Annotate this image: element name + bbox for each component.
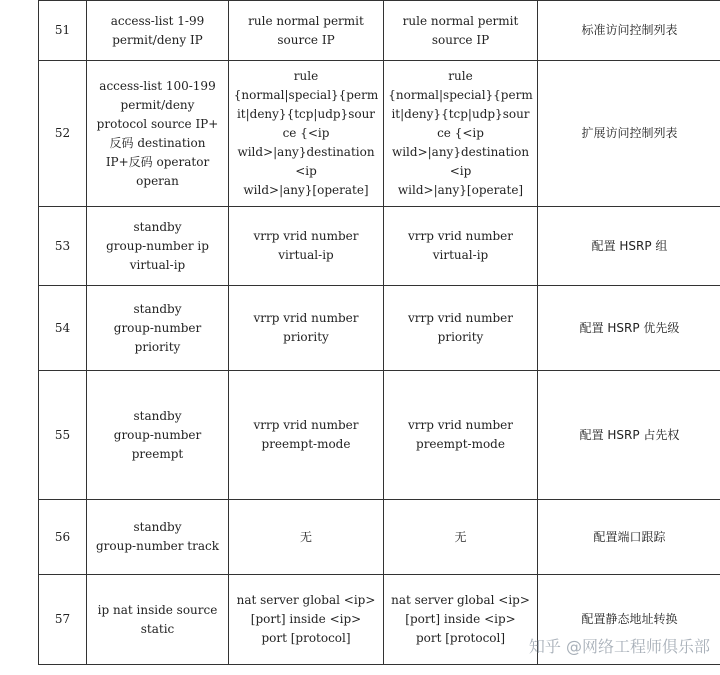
row-number: 53 — [39, 207, 87, 286]
command-line: priority — [134, 339, 181, 354]
command-line: 无 — [299, 529, 312, 544]
huawei-command — [229, 61, 384, 207]
cisco-command — [87, 1, 229, 61]
command-line: vrrp vrid number — [253, 229, 359, 243]
command-comparison-table — [38, 0, 720, 665]
command-line: protocol source IP+ — [96, 116, 219, 131]
command-line: wild>|any}destination — [237, 145, 375, 159]
cisco-command — [87, 286, 229, 371]
huawei-command — [229, 207, 384, 286]
huawei-command — [229, 371, 384, 500]
command-line: group-number — [113, 320, 202, 335]
row-number: 52 — [39, 61, 87, 207]
table-row — [39, 286, 720, 371]
command-line: rule normal permit — [402, 13, 519, 28]
huawei-command — [229, 286, 384, 371]
command-line: vrrp vrid number — [408, 311, 513, 325]
command-line: permit/deny — [120, 97, 195, 112]
command-line: priority — [283, 330, 329, 344]
command-line: wild>|any}destination — [391, 145, 530, 159]
table-row — [39, 500, 720, 575]
command-line: virtual-ip — [278, 248, 334, 262]
cisco-command — [87, 500, 229, 575]
table-row — [39, 575, 720, 665]
description: 配置 HSRP 组 — [538, 207, 720, 286]
row-number: 54 — [39, 286, 87, 371]
command-line: priority — [437, 330, 484, 344]
command-line: rule normal permit — [248, 13, 364, 28]
row-number: 55 — [39, 371, 87, 500]
command-line: vrrp vrid number — [253, 311, 359, 325]
row-number: 51 — [39, 1, 87, 61]
cisco-command — [87, 207, 229, 286]
command-line: preempt-mode — [416, 437, 505, 451]
command-line: virtual-ip — [432, 248, 489, 262]
description: 配置 HSRP 优先级 — [538, 286, 720, 371]
huawei-command — [229, 1, 384, 61]
command-line: ip nat inside source — [97, 602, 218, 617]
table-row — [39, 1, 720, 61]
command-line: static — [140, 621, 175, 636]
description: 扩展访问控制列表 — [538, 61, 720, 207]
cisco-command — [87, 575, 229, 665]
command-line: source IP — [431, 32, 490, 47]
command-line: standby — [133, 408, 182, 423]
command-line: <ip — [449, 164, 472, 178]
cisco-command — [87, 61, 229, 207]
command-line: it|deny}{tcp|udp}sour — [391, 107, 530, 121]
command-line: virtual-ip — [129, 257, 186, 272]
command-line: standby — [133, 301, 182, 316]
description: 配置端口跟踪 — [538, 500, 720, 575]
cisco-command — [87, 371, 229, 500]
command-line: port [protocol] — [261, 631, 351, 645]
command-line: access-list 100-199 — [99, 78, 216, 93]
command-line: <ip — [295, 164, 317, 178]
h3c-command — [384, 500, 538, 575]
command-line: preempt — [131, 446, 184, 461]
command-line: {normal|special}{perm — [388, 88, 533, 102]
command-line: wild>|any}[operate] — [397, 183, 524, 197]
command-line: permit/deny IP — [112, 32, 203, 47]
row-number: 56 — [39, 500, 87, 575]
command-line: 无 — [454, 529, 467, 544]
command-line: group-number track — [96, 539, 219, 553]
command-line: 反码 destination — [109, 135, 206, 150]
table-row — [39, 61, 720, 207]
command-line: group-number ip — [106, 238, 209, 253]
command-line: {normal|special}{perm — [233, 88, 379, 102]
description: 配置静态地址转换 — [538, 575, 720, 665]
command-line: vrrp vrid number — [408, 229, 513, 243]
command-line: [port] inside <ip> — [250, 612, 362, 626]
description: 配置 HSRP 占先权 — [538, 371, 720, 500]
command-line: rule — [448, 69, 473, 83]
table-row — [39, 207, 720, 286]
command-line: rule — [293, 69, 319, 83]
command-line: [port] inside <ip> — [405, 612, 516, 626]
huawei-command — [229, 575, 384, 665]
h3c-command — [384, 286, 538, 371]
command-line: vrrp vrid number — [253, 418, 359, 432]
command-line: source IP — [277, 32, 335, 47]
command-line: standby — [133, 219, 182, 234]
h3c-command — [384, 1, 538, 61]
description: 标准访问控制列表 — [538, 1, 720, 61]
command-line: it|deny}{tcp|udp}sour — [236, 107, 376, 121]
command-line: preempt-mode — [261, 437, 351, 451]
watermark: 知乎 @网络工程师俱乐部 — [528, 637, 710, 656]
h3c-command — [384, 207, 538, 286]
command-line: access-list 1-99 — [110, 13, 205, 28]
command-line: vrrp vrid number — [408, 418, 513, 432]
command-line: port [protocol] — [415, 631, 506, 645]
command-line: IP+反码 operator — [105, 154, 210, 169]
command-line: nat server global <ip> — [391, 593, 530, 607]
command-line: ce {<ip — [437, 126, 484, 140]
command-line: ce {<ip — [282, 126, 330, 140]
command-line: standby — [133, 520, 182, 534]
h3c-command — [384, 371, 538, 500]
command-line: group-number — [113, 427, 202, 442]
huawei-command — [229, 500, 384, 575]
row-number: 57 — [39, 575, 87, 665]
command-line: wild>|any}[operate] — [243, 183, 369, 197]
h3c-command — [384, 61, 538, 207]
command-line: operan — [136, 173, 179, 188]
table-row — [39, 371, 720, 500]
h3c-command — [384, 575, 538, 665]
command-line: nat server global <ip> — [236, 593, 376, 607]
